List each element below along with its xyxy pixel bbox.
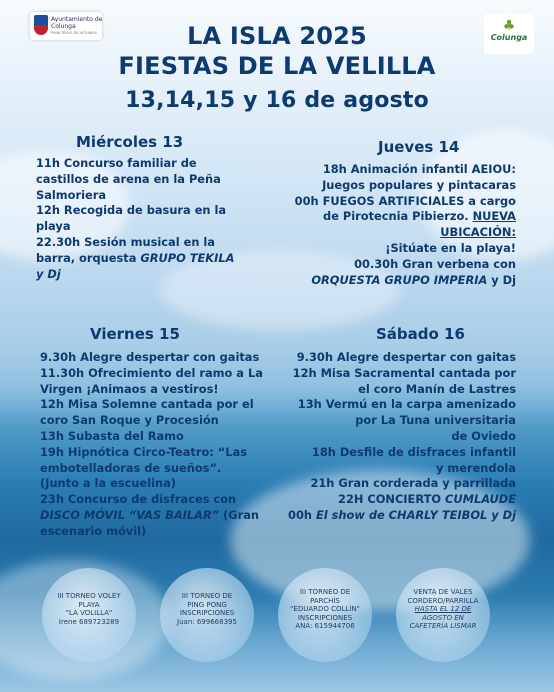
schedule-line: 19h Hipnótica Circo-Teatro: “Las bbox=[40, 444, 248, 459]
circle-line: PLAYA bbox=[78, 600, 100, 609]
show-name: El show de CHARLY TEIBOL y Dj bbox=[315, 507, 516, 522]
schedule-line: (Junto a la escuelina) bbox=[40, 476, 177, 491]
circle-line: Irene 689723289 bbox=[58, 617, 120, 626]
logo-text-line3: PRINCIPADO DE ASTURIAS bbox=[51, 31, 97, 35]
circle-line: PING PONG bbox=[187, 600, 227, 609]
schedule-line: 23h Concurso de disfraces con bbox=[40, 492, 237, 507]
schedule-text: 00h bbox=[288, 507, 316, 522]
band-name: GRUPO TEKILA bbox=[140, 250, 235, 265]
day-title-saturday: Sábado 16 bbox=[376, 325, 465, 343]
logo-text-line2: Colunga bbox=[51, 23, 76, 30]
schedule-line: por La Tuna universitaria bbox=[355, 413, 516, 428]
schedule-line: 21h Gran corderada y parrillada bbox=[310, 476, 516, 491]
circle-line: AGOSTO EN bbox=[422, 613, 464, 622]
schedule-line: embotelladoras de sueños”. bbox=[40, 460, 222, 475]
schedule-line: 12h Misa Sacramental cantada por bbox=[292, 365, 516, 380]
schedule-line bbox=[295, 209, 516, 225]
schedule-line: 13h Subasta del Ramo bbox=[40, 428, 184, 443]
schedule-line: de Oviedo bbox=[451, 428, 516, 443]
schedule-line: escenario móvil) bbox=[40, 523, 147, 538]
friday-schedule bbox=[40, 350, 263, 540]
schedule-text: barra, orquesta bbox=[36, 250, 141, 265]
day-title-thursday: Jueves 14 bbox=[378, 138, 460, 156]
circle-line: INSCRIPCIONES bbox=[179, 609, 235, 618]
band-name: ORQUESTA GRUPO IMPERIA bbox=[311, 272, 488, 287]
poster-dates: 13,14,15 y 16 de agosto bbox=[125, 88, 429, 113]
wednesday-schedule bbox=[36, 156, 234, 282]
schedule-line: 9.30h Alegre despertar con gaitas bbox=[296, 350, 516, 364]
poster-title: LA ISLA 2025 bbox=[187, 22, 367, 50]
circle-line: ANA: 615944706 bbox=[295, 622, 355, 631]
circle-line: III TORNEO VOLEY bbox=[57, 592, 121, 600]
tournament-circle-parchis bbox=[278, 568, 372, 662]
thursday-schedule bbox=[295, 162, 516, 288]
schedule-line bbox=[40, 508, 263, 524]
schedule-line: 13h Vermú en la carpa amenizado bbox=[297, 397, 516, 412]
schedule-line: 12h Recogida de basura en la bbox=[36, 203, 227, 218]
schedule-line bbox=[36, 251, 234, 267]
schedule-line: 00.30h Gran verbena con bbox=[354, 256, 516, 271]
schedule-line: 22.30h Sesión musical en la bbox=[36, 234, 215, 249]
schedule-text: 22H CONCIERTO bbox=[338, 492, 445, 507]
circle-line: "EDUARDO COLLÍN" bbox=[290, 605, 360, 614]
schedule-line: 9.30h Alegre despertar con gaitas bbox=[40, 350, 260, 364]
schedule-line: coro San Roque y Procesión bbox=[40, 413, 219, 428]
schedule-line: Virgen ¡Animaos a vestiros! bbox=[40, 381, 219, 396]
schedule-line: y Dj bbox=[36, 266, 61, 281]
logo-label: Colunga bbox=[490, 33, 528, 42]
schedule-line: el coro Manín de Lastres bbox=[358, 381, 516, 396]
circle-line: HASTA EL 12 DE bbox=[414, 605, 472, 614]
tree-icon: ♣ bbox=[502, 18, 516, 34]
schedule-line: castillos de arena en la Peña bbox=[36, 171, 221, 186]
poster-subtitle: FIESTAS DE LA VELILLA bbox=[118, 52, 436, 80]
schedule-line: ¡Sitúate en la playa! bbox=[385, 240, 516, 255]
circle-line: III TORNEO DE bbox=[299, 588, 351, 596]
schedule-line: 12h Misa Solemne cantada por el bbox=[40, 397, 254, 412]
tournament-circle-ping-pong bbox=[160, 568, 254, 662]
schedule-line bbox=[295, 273, 516, 289]
logo-text-line1: Ayuntamiento de bbox=[51, 16, 103, 23]
circle-line: PARCHÍS bbox=[310, 596, 340, 605]
day-title-wednesday: Miércoles 13 bbox=[76, 133, 184, 151]
voucher-sale-circle bbox=[396, 568, 490, 662]
schedule-line: y merendola bbox=[435, 460, 516, 475]
schedule-line: 18h Desfile de disfraces infantil bbox=[311, 444, 516, 459]
schedule-line bbox=[288, 492, 516, 508]
schedule-line bbox=[288, 508, 516, 524]
circle-line: "LA VOLILLA" bbox=[65, 609, 113, 618]
circle-line: III TORNEO DE bbox=[181, 592, 233, 600]
schedule-line: 00h FUEGOS ARTIFICIALES a cargo bbox=[294, 193, 516, 208]
disco-name: DISCO MÓVIL “VAS BAILAR” bbox=[40, 507, 220, 522]
circle-line: INSCRIPCIONES bbox=[297, 613, 353, 622]
saturday-schedule bbox=[288, 350, 516, 524]
schedule-text: (Gran bbox=[219, 507, 260, 522]
schedule-line: Salmoriera bbox=[36, 187, 107, 202]
day-title-friday: Viernes 15 bbox=[90, 325, 180, 343]
circle-line: CAFETERÍA LISMAR bbox=[409, 622, 477, 631]
circle-line: CORDERO/PARRILLA bbox=[407, 596, 479, 605]
new-location-label: NUEVA bbox=[472, 209, 516, 224]
schedule-text: y Dj bbox=[487, 272, 516, 287]
tournament-circle-volley bbox=[42, 568, 136, 662]
schedule-line: Juegos populares y pintacaras bbox=[322, 177, 516, 192]
schedule-line: 11.30h Ofrecimiento del ramo a La bbox=[40, 365, 263, 380]
circle-line: VENTA DE VALES bbox=[413, 588, 473, 596]
schedule-line: playa bbox=[36, 219, 71, 234]
schedule-line: 11h Concurso familiar de bbox=[36, 156, 197, 170]
circle-line: Juan: 699668395 bbox=[177, 617, 237, 626]
schedule-text: de Pirotecnia Pibierzo. bbox=[323, 209, 473, 224]
schedule-line: UBICACIÓN: bbox=[440, 225, 516, 240]
band-name: CUMLAUDE bbox=[445, 492, 516, 507]
schedule-line: 18h Animación infantil AEIOU: bbox=[322, 162, 516, 176]
